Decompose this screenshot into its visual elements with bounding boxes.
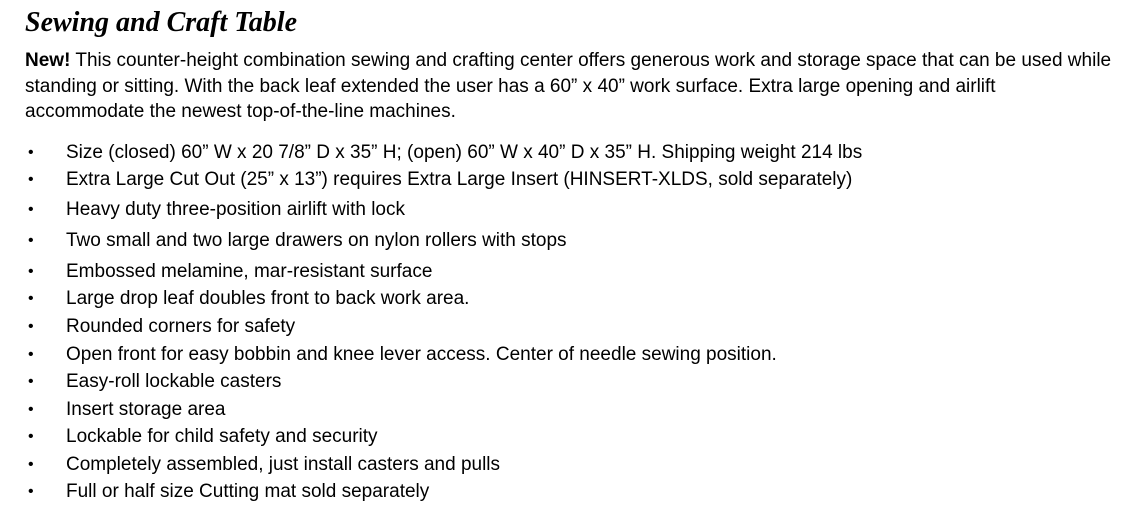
bullet-icon: • <box>28 201 34 218</box>
feature-text: Completely assembled, just install casters and pulls <box>66 454 501 475</box>
intro-text: This counter-height combination sewing and crafting center offers generous work and storage space that can be used while standing or sitting. With the back leaf extended the user has a 60” x 40” work surface. Extra large opening and airlift accommodate the newest top-of-the-line machines. <box>25 50 1112 122</box>
bullet-icon: • <box>28 144 34 161</box>
feature-text: Easy-roll lockable casters <box>66 371 282 392</box>
feature-text: Size (closed) 60” W x 20 7/8” D x 35” H; (open) 60” W x 40” D x 35” H. Shipping weight 214 lbs <box>66 142 863 163</box>
bullet-icon: • <box>28 401 34 418</box>
bullet-icon: • <box>28 290 34 307</box>
bullet-icon: • <box>28 171 34 188</box>
bullet-icon: • <box>28 428 34 445</box>
feature-text: Full or half size Cutting mat sold separately <box>66 481 430 502</box>
feature-text: Heavy duty three-position airlift with lock <box>66 199 405 220</box>
bullet-icon: • <box>28 346 34 363</box>
intro-paragraph <box>25 48 1115 125</box>
feature-text: Open front for easy bobbin and knee lever access. Center of needle sewing position. <box>66 344 777 365</box>
feature-text: Extra Large Cut Out (25” x 13”) requires Extra Large Insert (HINSERT-XLDS, sold separately) <box>66 169 853 190</box>
feature-text: Rounded corners for safety <box>66 316 296 337</box>
feature-text: Embossed melamine, mar-resistant surface <box>66 261 433 282</box>
feature-text: Lockable for child safety and security <box>66 426 378 447</box>
feature-text: Insert storage area <box>66 399 226 420</box>
feature-text: Two small and two large drawers on nylon rollers with stops <box>66 230 567 251</box>
bullet-icon: • <box>28 373 34 390</box>
new-label: New! <box>25 50 71 71</box>
bullet-icon: • <box>28 456 34 473</box>
bullet-icon: • <box>28 232 34 249</box>
bullet-icon: • <box>28 483 34 500</box>
page-title: Sewing and Craft Table <box>25 7 298 38</box>
bullet-icon: • <box>28 318 34 335</box>
bullet-icon: • <box>28 263 34 280</box>
feature-text: Large drop leaf doubles front to back work area. <box>66 288 470 309</box>
